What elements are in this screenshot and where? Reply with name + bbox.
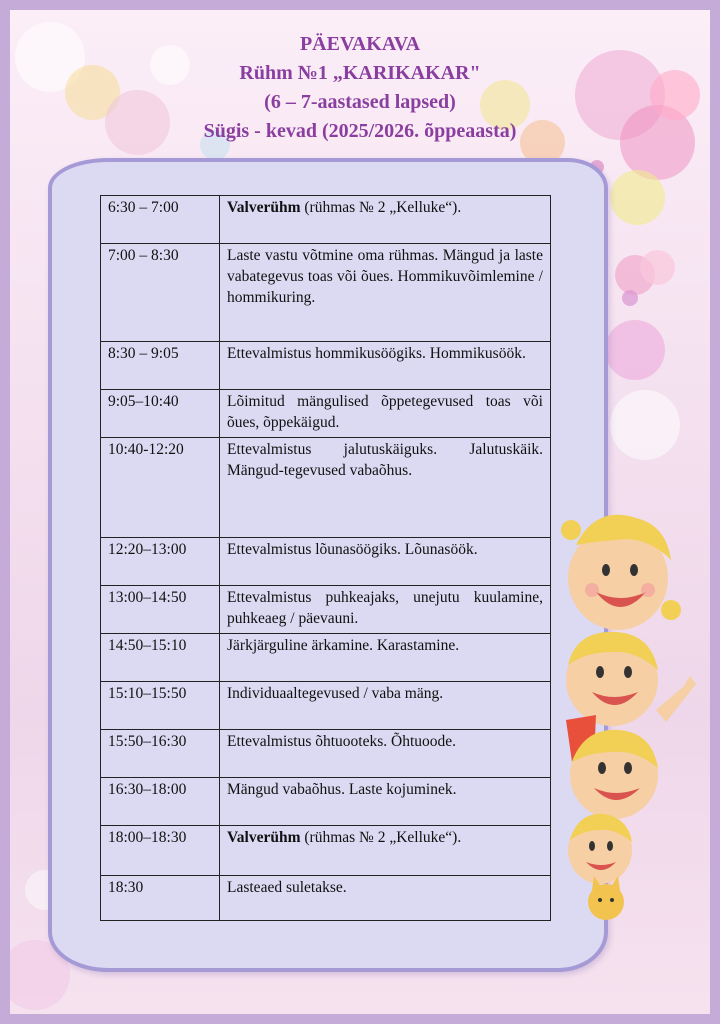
schedule-activity	[220, 244, 551, 342]
page-header	[0, 30, 720, 146]
schedule-time: 18:30	[101, 876, 220, 921]
kid-waving-hand	[656, 676, 696, 722]
schedule-row	[101, 244, 551, 342]
decor-bubble	[605, 320, 665, 380]
school-year: Sügis - kevad (2025/2026. õppeaasta)	[203, 120, 517, 142]
kid-eye	[602, 564, 610, 576]
kid-eye	[598, 762, 606, 774]
kid-eye	[596, 666, 604, 678]
decor-bubble	[622, 290, 638, 306]
schedule-row	[101, 730, 551, 778]
kitten-eye	[610, 898, 614, 902]
activity-text: Ettevalmistus jalutuskäiguks. Jalutuskäik. Mängud-tegevused vabaõhus.	[227, 441, 543, 479]
schedule-activity	[220, 196, 551, 244]
schedule-row	[101, 196, 551, 244]
activity-text: Ettevalmistus lõunasöögiks. Lõunasöök.	[227, 541, 478, 558]
age-group: (6 – 7-aastased lapsed)	[264, 91, 456, 113]
schedule-time: 18:00–18:30	[101, 826, 220, 876]
schedule-time: 16:30–18:00	[101, 778, 220, 826]
schedule-time: 9:05–10:40	[101, 390, 220, 438]
schedule-time: 8:30 – 9:05	[101, 342, 220, 390]
schedule-row	[101, 438, 551, 538]
schedule-activity	[220, 342, 551, 390]
activity-text: Mängud vabaõhus. Laste kojuminek.	[227, 781, 457, 798]
activity-text: Lasteaed suletakse.	[227, 879, 347, 896]
kid-cheek	[641, 583, 655, 597]
activity-text: Lõimitud mängulised õppetegevused toas või õues, õppekäigud.	[227, 393, 543, 431]
schedule-time: 6:30 – 7:00	[101, 196, 220, 244]
schedule-time: 12:20–13:00	[101, 538, 220, 586]
schedule-row	[101, 390, 551, 438]
schedule-row	[101, 876, 551, 921]
title: PÄEVAKAVA	[299, 33, 421, 55]
schedule-row	[101, 778, 551, 826]
activity-text: Ettevalmistus õhtuooteks. Õhtuoode.	[227, 733, 457, 750]
activity-text: Laste vastu võtmine oma rühmas. Mängud ja laste vabategevus toas või õues. Hommikuvõimlemine / hommikuring.	[227, 247, 543, 306]
decor-bubble	[640, 250, 675, 285]
schedule-time: 14:50–15:10	[101, 634, 220, 682]
schedule-row	[101, 342, 551, 390]
activity-bold: Valverühm	[227, 199, 301, 216]
schedule-row	[101, 634, 551, 682]
activity-text: Järkjärguline ärkamine. Karastamine.	[227, 637, 460, 654]
schedule-activity	[220, 438, 551, 538]
schedule-activity	[220, 586, 551, 634]
schedule-row	[101, 826, 551, 876]
schedule-time: 7:00 – 8:30	[101, 244, 220, 342]
activity-bold: Valverühm	[227, 829, 301, 846]
kid-eye	[607, 841, 613, 851]
schedule-activity	[220, 682, 551, 730]
kid-eye	[589, 841, 595, 851]
group-name: Rühm №1 „KARIKAKAR"	[239, 62, 481, 84]
decor-bubble	[610, 170, 665, 225]
activity-text: Individuaaltegevused / vaba mäng.	[227, 685, 444, 702]
schedule-activity	[220, 390, 551, 438]
schedule-time: 10:40-12:20	[101, 438, 220, 538]
schedule-activity	[220, 826, 551, 876]
kid-eye	[624, 666, 632, 678]
activity-text: Ettevalmistus puhkeajaks, unejutu kuulamine, puhkeaeg / päevauni.	[227, 589, 543, 627]
schedule-row	[101, 586, 551, 634]
kid-hair-bun	[561, 520, 581, 540]
activity-text: (rühmas № 2 „Kelluke“).	[300, 199, 462, 216]
kid-eye	[630, 564, 638, 576]
decor-bubble	[610, 390, 680, 460]
schedule-activity	[220, 876, 551, 921]
schedule-time: 13:00–14:50	[101, 586, 220, 634]
kid-eye	[624, 762, 632, 774]
kid-hair-bun	[661, 600, 681, 620]
schedule-activity	[220, 730, 551, 778]
schedule-time: 15:10–15:50	[101, 682, 220, 730]
schedule-activity	[220, 634, 551, 682]
activity-text: Ettevalmistus hommikusöögiks. Hommikusöök.	[227, 345, 526, 362]
schedule-activity	[220, 778, 551, 826]
cartoon-children-stack-icon	[556, 500, 706, 930]
kitten-eye	[598, 898, 602, 902]
schedule-time: 15:50–16:30	[101, 730, 220, 778]
schedule-activity	[220, 538, 551, 586]
schedule-table	[100, 195, 551, 921]
schedule-row	[101, 682, 551, 730]
schedule-row	[101, 538, 551, 586]
kid-cheek	[585, 583, 599, 597]
activity-text: (rühmas № 2 „Kelluke“).	[300, 829, 462, 846]
